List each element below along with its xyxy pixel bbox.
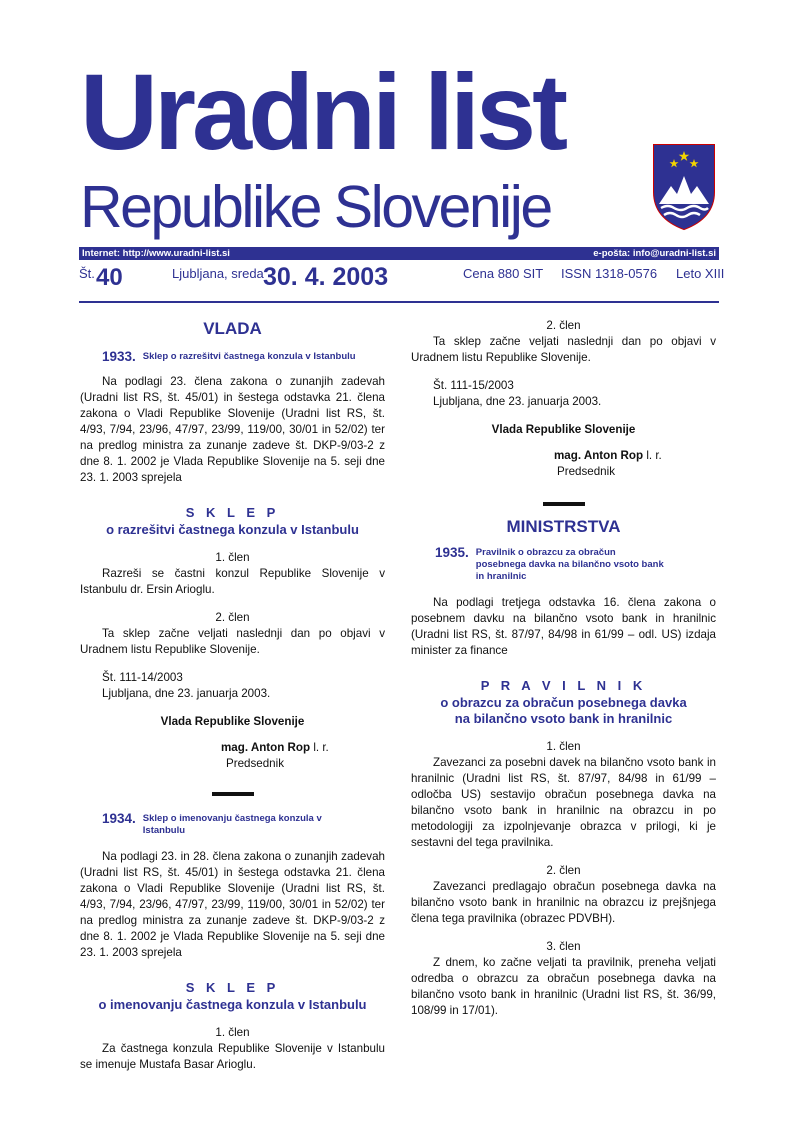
- act-number: 1935.: [435, 545, 469, 560]
- issue-price: Cena 880 SIT: [463, 266, 544, 281]
- signer-name: mag. Anton Rop: [221, 741, 311, 754]
- section-divider: [212, 792, 254, 796]
- document-title: o imenovanju častnega konzula v Istanbulu: [98, 997, 367, 1012]
- act-heading-1933: [80, 350, 385, 364]
- article-text: Zavezanci predlagajo obračun posebnega davka na bilančno vsoto bank in hranilnic na obrazcu iz prejšnjega člena tega pravilnika (obrazec PDVBH).: [411, 880, 716, 925]
- issuing-body: Vlada Republike Slovenije: [160, 715, 305, 728]
- act-title: Sklep o imenovanju častnega konzula v Istanbulu: [142, 813, 322, 836]
- document-kind: S K L E P: [185, 980, 280, 995]
- issuing-body: Vlada Republike Slovenije: [491, 423, 636, 436]
- signer-role: Predsednik: [225, 757, 284, 770]
- issue-place-day: Ljubljana, sreda: [172, 266, 264, 281]
- reference-number: Št. 111-14/2003: [102, 671, 183, 684]
- internet-link[interactable]: Internet: http://www.uradni-list.si: [82, 248, 230, 259]
- document-kind: P R A V I L N I K: [480, 678, 647, 693]
- issue-year: Leto XIII: [676, 266, 725, 281]
- left-column: [80, 318, 385, 1073]
- issue-date: 30. 4. 2003: [263, 263, 389, 291]
- masthead-rule: [79, 301, 719, 303]
- article-text: Zavezanci za posebni davek na bilančno vsoto bank in hranilnic (Uradni list RS, št. 87/97, 84/98 in 61/99 – odločba US) sestavijo obračun posebnega davka na bilančno vsoto bank in hranilnic na obrazcu in po metodologiji za izpolnjevanje obrazca v prilogi, ki je sestavni del tega pravilnika.: [411, 756, 716, 849]
- article-label: 2. člen: [215, 611, 250, 624]
- act-heading-1934: [80, 812, 385, 837]
- act-title: Sklep o razrešitvi častnega konzula v Istanbulu: [142, 351, 356, 362]
- article-label: 1. člen: [546, 740, 581, 753]
- signer-role: Predsednik: [556, 465, 615, 478]
- issue-issn: ISSN 1318-0576: [561, 266, 658, 281]
- document-kind: S K L E P: [185, 505, 280, 520]
- act-preamble: Na podlagi tretjega odstavka 16. člena zakona o posebnem davku na bilančno vsoto bank in hranilnic (Uradni list RS, št. 87/97, 84/98 in 61/99 – odl. US) izdaja minister za finance: [411, 596, 716, 657]
- signer-suffix: l. r.: [643, 449, 662, 462]
- article-label: 1. člen: [215, 1026, 250, 1039]
- masthead-subtitle: Republike Slovenije: [80, 174, 551, 240]
- article-text: Ta sklep začne veljati naslednji dan po objavi v Uradnem listu Republike Slovenije.: [411, 335, 716, 364]
- article-text: Ta sklep začne veljati naslednji dan po objavi v Uradnem listu Republike Slovenije.: [80, 627, 385, 656]
- section-divider: [543, 502, 585, 506]
- act-heading-1935: [411, 546, 716, 583]
- issue-number-label: Št.: [79, 266, 95, 281]
- signature: [411, 448, 716, 464]
- signer-suffix: l. r.: [310, 741, 329, 754]
- article-text: Za častnega konzula Republike Slovenije v Istanbulu se imenuje Mustafa Basar Arioglu.: [80, 1042, 385, 1071]
- issue-number: 40: [96, 264, 123, 291]
- signature: [80, 740, 385, 756]
- coat-of-arms-icon: [651, 142, 717, 232]
- article-label: 2. člen: [546, 864, 581, 877]
- act-number: 1933.: [102, 349, 136, 364]
- act-preamble: Na podlagi 23. člena zakona o zunanjih zadevah (Uradni list RS, št. 45/01) in šestega odstavka 21. člena zakona o Vladi Republike Slovenije (Uradni list RS, št. 4/93, 7/94, 23/96, 47/97, 23/99, 119/00, 30/01 in 52/02) ter na predlog ministra za zunanje zadeve št. DKP-9/03-2 z dne 8. 1. 2002 je Vlada Republike Slovenije na 5. seji dne 23. 1. 2003 sprejela: [80, 375, 385, 484]
- article-label: 1. člen: [215, 551, 250, 564]
- act-title: Pravilnik o obrazcu za obračun posebnega davka na bilančno vsoto bank in hranilnic: [475, 547, 664, 582]
- act-preamble: Na podlagi 23. in 28. člena zakona o zunanjih zadevah (Uradni list RS, št. 45/01) in šestega odstavka 21. člena zakona o Vladi Republike Slovenije (Uradni list RS, št. 4/93, 7/94, 23/96, 47/97, 23/99, 119/00, 30/01 in 52/02) ter na predlog ministra za zunanje zadeve št. DKP-9/03-2 z dne 8. 1. 2002 je Vlada Republike Slovenije na 5. seji dne 23. 1. 2003 sprejela: [80, 850, 385, 959]
- document-title-line-2: na bilančno vsoto bank in hranilnic: [454, 711, 673, 726]
- section-heading-ministrstva: MINISTRSTVA: [506, 517, 621, 536]
- email-link[interactable]: e-pošta: info@uradni-list.si: [593, 248, 716, 259]
- article-label: 3. člen: [546, 940, 581, 953]
- document-title-line-1: o obrazcu za obračun posebnega davka: [440, 695, 687, 710]
- signer-name: mag. Anton Rop: [554, 449, 644, 462]
- reference-date: Ljubljana, dne 23. januarja 2003.: [433, 395, 602, 408]
- reference-date: Ljubljana, dne 23. januarja 2003.: [102, 687, 271, 700]
- contact-bar: [79, 247, 719, 260]
- masthead-title: Uradni list: [80, 51, 565, 172]
- article-text: Z dnem, ko začne veljati ta pravilnik, preneha veljati odredba o obrazcu za obračun posebnega davka na bilančno vsoto bank in hranilnic (Uradni list RS, št. 36/99, 108/99 in 17/01).: [411, 956, 716, 1017]
- article-text: Razreši se častni konzul Republike Slovenije v Istanbulu dr. Ersin Arioglu.: [80, 567, 385, 596]
- article-label: 2. člen: [546, 319, 581, 332]
- act-number: 1934.: [102, 811, 136, 826]
- section-heading-vlada: VLADA: [203, 319, 262, 338]
- document-title: o razrešitvi častnega konzula v Istanbulu: [106, 522, 359, 537]
- right-column: [411, 318, 716, 1019]
- reference-number: Št. 111-15/2003: [433, 379, 514, 392]
